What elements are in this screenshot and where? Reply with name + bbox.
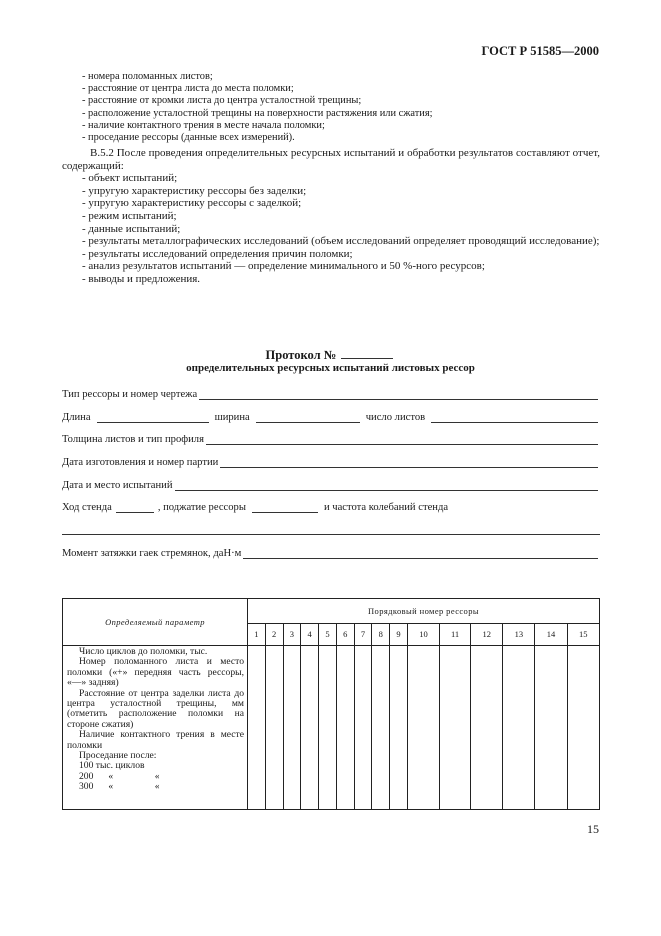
protocol-title-text: Протокол № xyxy=(265,348,337,362)
protocol-subtitle: определительных ресурсных испытаний листовых рессор xyxy=(186,362,475,374)
result-cell[interactable] xyxy=(248,646,266,810)
document-code: ГОСТ Р 51585—2000 xyxy=(481,44,599,58)
spring-number-cell: 8 xyxy=(372,624,390,646)
spring-type-field[interactable] xyxy=(199,390,598,400)
spring-number-cell: 11 xyxy=(440,624,471,646)
result-cell[interactable] xyxy=(390,646,408,810)
order-column-header: Порядковый номер рессоры xyxy=(248,599,600,624)
result-cell[interactable] xyxy=(301,646,319,810)
list-item: - номера поломанных листов; xyxy=(82,71,213,82)
list-item: - наличие контактного трения в месте начала поломки; xyxy=(82,119,325,131)
spring-type-label: Тип рессоры и номер чертежа xyxy=(62,389,198,400)
result-cell[interactable] xyxy=(535,646,567,810)
protocol-title xyxy=(0,348,661,363)
param-list-cell xyxy=(63,646,248,810)
form-row-manufacture xyxy=(62,457,600,468)
frequency-label: и частота колебаний стенда xyxy=(323,502,449,513)
form-row-test-date xyxy=(62,480,600,491)
ditto-mark: « xyxy=(154,770,160,782)
result-cell[interactable] xyxy=(440,646,471,810)
report-section xyxy=(62,147,600,286)
sag-row-300 xyxy=(67,782,244,792)
form-row-torque xyxy=(62,548,600,559)
sag-row-value: 100 тыс. циклов xyxy=(79,760,145,772)
paragraph-b52: В.5.2 После проведения определительных ресурсных испытаний и обработки результатов составляют отчет, содержащий: xyxy=(62,147,600,172)
spring-number-cell: 12 xyxy=(471,624,503,646)
spring-number-cell: 6 xyxy=(336,624,354,646)
manufacture-field[interactable] xyxy=(220,458,598,468)
stroke-label: Ход стенда xyxy=(62,502,112,513)
form-row-extra xyxy=(62,525,600,535)
list-item: - объект испытаний; xyxy=(82,172,178,185)
sag-row-value: 300 xyxy=(79,781,94,793)
spring-number-cell: 5 xyxy=(319,624,337,646)
width-field[interactable] xyxy=(256,413,360,423)
spring-number-cell: 15 xyxy=(567,624,599,646)
result-cell[interactable] xyxy=(265,646,283,810)
spring-number-cell: 4 xyxy=(301,624,319,646)
sag-row-value: 200 xyxy=(79,770,94,782)
spring-number-cell: 10 xyxy=(407,624,439,646)
result-cell[interactable] xyxy=(372,646,390,810)
ditto-mark: « xyxy=(108,770,114,782)
sheets-count-field[interactable] xyxy=(431,413,598,423)
list-item: - результаты металлографических исследований (объем исследований определяет проводящий исследование); xyxy=(82,235,600,248)
list-item: - проседание рессоры (данные всех измерений). xyxy=(82,132,295,144)
spring-number-cell: 2 xyxy=(265,624,283,646)
form-row-stroke xyxy=(62,502,600,513)
length-field[interactable] xyxy=(97,413,209,423)
spring-number-cell: 7 xyxy=(354,624,372,646)
list-item: - результаты исследований определения причин поломки; xyxy=(82,247,353,260)
param-contact-friction: Наличие контактного трения в месте поломки xyxy=(67,729,244,751)
thickness-field[interactable] xyxy=(206,435,598,445)
list-item: - данные испытаний; xyxy=(82,222,181,235)
breakage-data-list xyxy=(62,71,600,144)
param-column-header: Определяемый параметр xyxy=(63,599,248,646)
form-row-thickness xyxy=(62,434,600,445)
list-item: - расположение усталостной трещины на поверхности растяжения или сжатия; xyxy=(82,107,433,119)
compression-field[interactable] xyxy=(252,503,318,513)
ditto-mark: « xyxy=(108,781,114,793)
list-item: - выводы и предложения. xyxy=(82,272,201,285)
result-cell[interactable] xyxy=(354,646,372,810)
test-date-field[interactable] xyxy=(175,481,598,491)
result-cell[interactable] xyxy=(283,646,301,810)
torque-field[interactable] xyxy=(243,549,598,559)
result-cell[interactable] xyxy=(336,646,354,810)
result-cell[interactable] xyxy=(567,646,599,810)
param-cycles: Число циклов до поломки, тыс. xyxy=(79,646,208,657)
list-item: - упругую характеристику рессоры без заделки; xyxy=(82,184,307,197)
param-sag: Проседание после: xyxy=(79,750,157,762)
spring-number-cell: 3 xyxy=(283,624,301,646)
form-row-dimensions xyxy=(62,412,600,423)
compression-label: , поджатие рессоры xyxy=(157,502,246,513)
result-cell[interactable] xyxy=(407,646,439,810)
spring-number-cell: 14 xyxy=(535,624,567,646)
extra-field[interactable] xyxy=(62,525,600,535)
form-row-spring-type xyxy=(62,389,600,400)
spring-number-cell: 9 xyxy=(390,624,408,646)
list-item: - режим испытаний; xyxy=(82,209,177,222)
length-label: Длина xyxy=(62,412,91,423)
list-item: - расстояние от центра листа до места поломки; xyxy=(82,83,294,95)
param-crack-distance: Расстояние от центра заделки листа до центра усталостной трещины, мм (отметить расположение поломки на стороне сжатия) xyxy=(67,687,244,730)
spring-number-cell: 13 xyxy=(503,624,535,646)
list-item: - расстояние от кромки листа до центра усталостной трещины; xyxy=(82,95,362,107)
result-cell[interactable] xyxy=(319,646,337,810)
list-item: - упругую характеристику рессоры с заделкой; xyxy=(82,197,302,210)
manufacture-label: Дата изготовления и номер партии xyxy=(62,457,219,468)
param-broken-sheet: Номер поломанного листа и место поломки («+» передняя часть рессоры, «—» задняя) xyxy=(67,656,244,689)
list-item: - анализ результатов испытаний — определение минимального и 50 %-ного ресурсов; xyxy=(82,260,485,273)
page-number: 15 xyxy=(587,822,599,836)
spring-number-cell: 1 xyxy=(248,624,266,646)
result-cell[interactable] xyxy=(503,646,535,810)
width-label: ширина xyxy=(214,412,250,423)
protocol-number-field[interactable] xyxy=(341,349,393,359)
test-results-table xyxy=(62,598,600,810)
stroke-field[interactable] xyxy=(116,503,154,513)
test-date-label: Дата и место испытаний xyxy=(62,480,173,491)
ditto-mark: « xyxy=(154,781,160,793)
sheets-count-label: число листов xyxy=(365,412,426,423)
result-cell[interactable] xyxy=(471,646,503,810)
torque-label: Момент затяжки гаек стремянок, даН·м xyxy=(62,548,242,559)
thickness-label: Толщина листов и тип профиля xyxy=(62,434,204,445)
